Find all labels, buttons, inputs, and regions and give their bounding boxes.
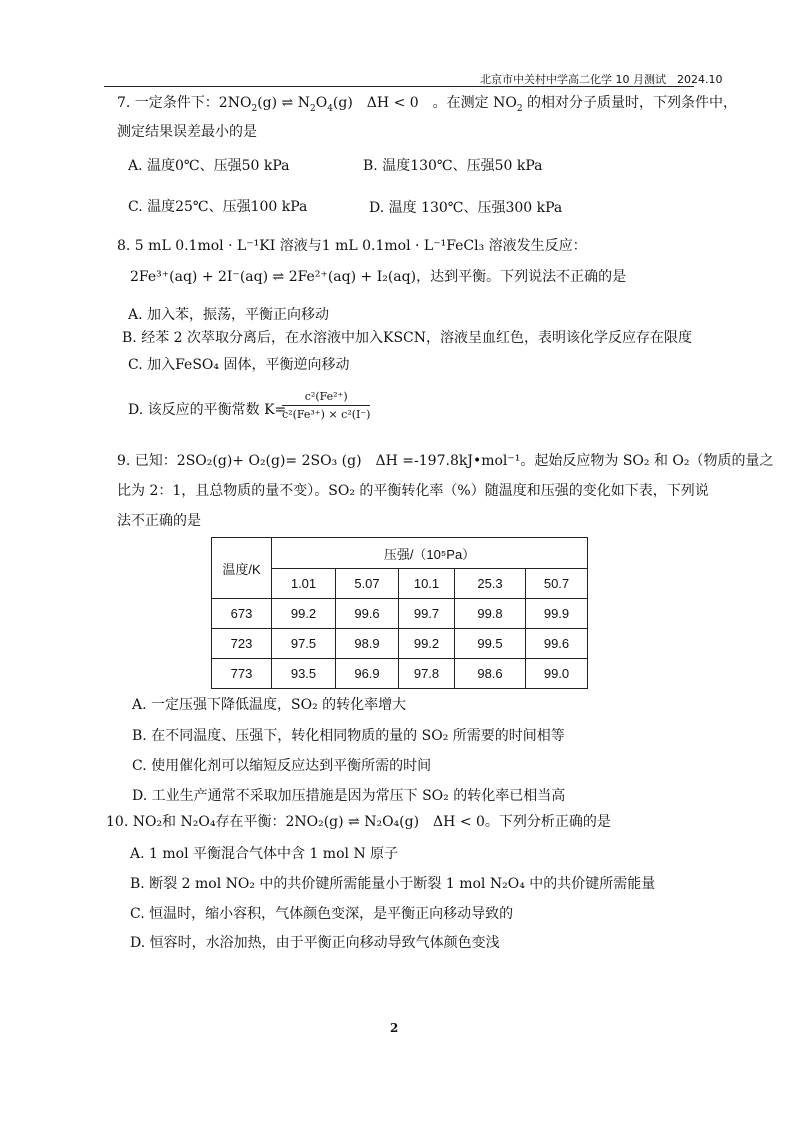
table-cell: 99.7 xyxy=(399,599,455,629)
q7-stem-line2: 测定结果误差最小的是 xyxy=(117,124,257,140)
table-cell: 99.2 xyxy=(272,599,336,629)
table-cell: 99.8 xyxy=(455,599,526,629)
fraction-numerator: c²(Fe²⁺) xyxy=(282,390,370,406)
pressure-header: 压强/（10⁵Pa） xyxy=(272,538,588,569)
pressure-cell: 1.01 xyxy=(272,569,336,599)
fraction-denominator: c²(Fe³⁺) × c²(I⁻) xyxy=(282,408,371,421)
temperature-cell: 673 xyxy=(212,599,272,629)
table-row xyxy=(212,659,588,689)
q8-option-a: A. 加入苯，振荡，平衡正向移动 xyxy=(128,307,330,323)
q7-option-a: A. 温度0℃、压强50 kPa xyxy=(128,158,290,174)
q8-option-c: C. 加入FeSO₄ 固体，平衡逆向移动 xyxy=(128,357,350,373)
q7-stem-line1: 7. 一定条件下：$2NO_2(g)$ ⇌ $N_2O_4(g)$ ΔH < 0 。在测定 $NO_2$ 的相对分子质量时，下列条件中， xyxy=(117,95,738,114)
equilibrium-constant-fraction xyxy=(282,390,370,421)
q10-option-c: C. 恒温时，缩小容积，气体颜色变深，是平衡正向移动导致的 xyxy=(130,906,514,922)
q10-stem: 10. NO₂和 N₂O₄存在平衡：2NO₂(g) ⇌ N₂O₄(g) ΔH < 0。下列分析正确的是 xyxy=(106,814,611,830)
pressure-cell: 10.1 xyxy=(399,569,455,599)
table-cell: 93.5 xyxy=(272,659,336,689)
q8-option-d: D. 该反应的平衡常数 K= xyxy=(128,402,287,418)
conversion-rate-table xyxy=(211,537,588,689)
pressure-cell: 25.3 xyxy=(455,569,526,599)
page-number: 2 xyxy=(390,1021,399,1035)
table-cell: 96.9 xyxy=(336,659,399,689)
q10-option-b: B. 断裂 2 mol NO₂ 中的共价键所需能量小于断裂 1 mol N₂O₄ 中的共价键所需能量 xyxy=(130,876,656,892)
q9-option-d: D. 工业生产通常不采取加压措施是因为常压下 SO₂ 的转化率已相当高 xyxy=(132,788,566,804)
table-header-row xyxy=(212,538,588,569)
table-cell: 99.6 xyxy=(526,629,588,659)
q8-option-b: B. 经苯 2 次萃取分离后，在水溶液中加入KSCN，溶液呈血红色，表明该化学反应存在限度 xyxy=(122,330,693,346)
table-cell: 98.9 xyxy=(336,629,399,659)
q8-equation-line: 2Fe³⁺(aq) + 2I⁻(aq) ⇌ 2Fe²⁺(aq) + I₂(aq)，达到平衡。下列说法不正确的是 xyxy=(130,269,627,285)
table-row xyxy=(212,629,588,659)
table-row xyxy=(212,599,588,629)
table-cell: 99.5 xyxy=(455,629,526,659)
q8-stem-line1: 8. 5 mL 0.1mol · L⁻¹KI 溶液与1 mL 0.1mol · L⁻¹FeCl₃ 溶液发生反应： xyxy=(117,238,587,254)
table-cell: 99.0 xyxy=(526,659,588,689)
pressure-cell: 50.7 xyxy=(526,569,588,599)
table-cell: 99.9 xyxy=(526,599,588,629)
table-cell: 97.8 xyxy=(399,659,455,689)
q9-option-a: A. 一定压强下降低温度，SO₂ 的转化率增大 xyxy=(132,697,407,713)
q9-stem-line1: 9. 已知：2SO₂(g)+ O₂(g)= 2SO₃ (g) ΔH =-197.8kJ•mol⁻¹。起始反应物为 SO₂ 和 O₂（物质的量之 xyxy=(117,453,774,469)
q10-option-a: A. 1 mol 平衡混合气体中含 1 mol N 原子 xyxy=(130,846,399,862)
q9-option-b: B. 在不同温度、压强下，转化相同物质的量的 SO₂ 所需要的时间相等 xyxy=(132,728,565,744)
page-header: 北京市中关村中学高二化学 10 月测试 2024.10 xyxy=(480,73,723,86)
q9-stem-line2: 比为 2：1，且总物质的量不变）。SO₂ 的平衡转化率（%）随温度和压强的变化如下表，下列说 xyxy=(117,483,709,499)
q10-option-d: D. 恒容时，水浴加热，由于平衡正向移动导致气体颜色变浅 xyxy=(130,935,500,951)
temperature-cell: 723 xyxy=(212,629,272,659)
header-rule xyxy=(104,86,694,87)
q9-option-c: C. 使用催化剂可以缩短反应达到平衡所需的时间 xyxy=(132,758,432,774)
temperature-cell: 773 xyxy=(212,659,272,689)
temperature-header: 温度/K xyxy=(212,538,272,599)
q7-option-d: D. 温度 130℃、压强300 kPa xyxy=(369,200,563,216)
table-cell: 97.5 xyxy=(272,629,336,659)
q7-option-b: B. 温度130℃、压强50 kPa xyxy=(363,158,543,174)
table-cell: 99.6 xyxy=(336,599,399,629)
q9-stem-line3: 法不正确的是 xyxy=(117,513,201,529)
pressure-cell: 5.07 xyxy=(336,569,399,599)
q7-option-c: C. 温度25℃、压强100 kPa xyxy=(128,199,308,215)
table-cell: 98.6 xyxy=(455,659,526,689)
table-cell: 99.2 xyxy=(399,629,455,659)
